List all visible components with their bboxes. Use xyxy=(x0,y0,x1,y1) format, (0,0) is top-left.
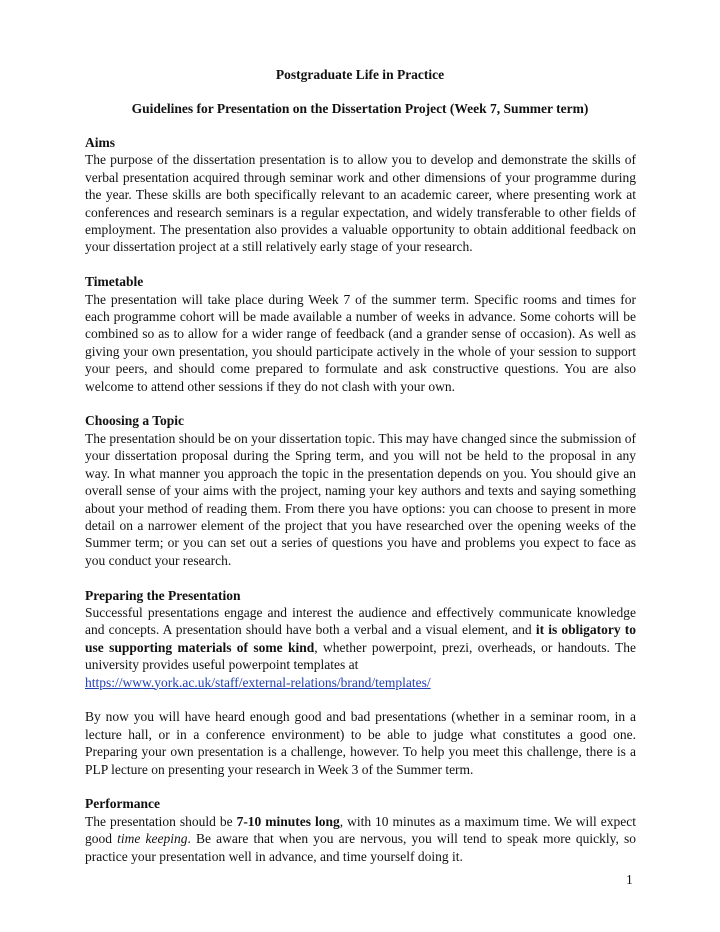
section-heading-aims: Aims xyxy=(85,135,115,150)
section-text-preparing-2: By now you will have heard enough good and bad presentations (whether in a seminar room, in a lecture hall, or in a conference environment) to be able to judge what constitutes a good one. Preparing your own presentation is a challenge, however. To help you meet this challenge, there is a PLP lecture on presenting your research in Week 3 of the Summer term. xyxy=(85,709,636,777)
performance-text-start: The presentation should be xyxy=(85,813,237,829)
section-topic xyxy=(85,412,636,569)
section-heading-topic: Choosing a Topic xyxy=(85,413,185,429)
section-performance xyxy=(85,795,636,865)
performance-italic-text: time keeping xyxy=(117,831,188,847)
performance-text-end: . Be aware that when you are nervous, you will tend to speak more quickly, so practice your presentation well in advance, and time yourself doing it. xyxy=(85,831,636,864)
section-heading-performance: Performance xyxy=(85,796,160,812)
templates-link[interactable]: https://www.york.ac.uk/staff/external-relations/brand/templates/ xyxy=(85,674,431,690)
section-timetable xyxy=(85,273,636,395)
section-text-topic: The presentation should be on your dissertation topic. This may have changed since the submission of your dissertation proposal during the Spring term, and you will not be held to the proposal in any way. In what manner you approach the topic in the presentation depends on you. You should give an overall sense of your aims with the project, naming your key authors and texts and saying something about your method of reading them. From there you have options: you can choose to present in more detail on a narrower element of the project that you have researched over the opening weeks of the Summer term; or you can set out a series of questions you have and problems you expect to face as you conduct your research. xyxy=(85,430,636,568)
preparing-text-after: , whether powerpoint, prezi, overheads, or handouts. The university provides useful powerpoint templates at xyxy=(85,639,636,673)
section-aims xyxy=(85,134,636,256)
performance-text-middle: , with 10 minutes as a maximum time. We will expect good xyxy=(85,813,636,847)
document-body xyxy=(85,134,636,882)
section-text-timetable: The presentation will take place during Week 7 of the summer term. Specific rooms and times for each programme cohort will be made available a number of weeks in advance. Some cohorts will be combined so as to allow for a wider range of feedback (and a grander sense of occasion). As well as giving your own presentation, you should participate actively in the whole of your session to support your peers, and should come prepared to formulate and ask constructive questions. You are also welcome to attend other sessions if they do not clash with your own. xyxy=(85,291,636,394)
section-heading-timetable: Timetable xyxy=(85,274,144,290)
section-text-performance xyxy=(85,813,636,865)
templates-link-line xyxy=(85,674,636,691)
document-subtitle: Guidelines for Presentation on the Dissertation Project (Week 7, Summer term) xyxy=(131,101,589,116)
section-text-aims: The purpose of the dissertation presentation is to allow you to develop and demonstrate the skills of verbal presentation acquired through seminar work and other dimensions of your programme during the year. These skills are both specifically relevant to an academic career, where presenting work at conferences and research seminars is a regular expectation, and widely transferable to other fields of employment. The presentation also provides a valuable opportunity to obtain additional feedback on your dissertation project at a still relatively early stage of your research. xyxy=(85,152,636,255)
document-title: Postgraduate Life in Practice xyxy=(275,67,445,82)
section-heading-preparing: Preparing the Presentation xyxy=(85,587,241,603)
performance-bold-text: 7-10 minutes long xyxy=(236,813,340,829)
page-number: 1 xyxy=(626,872,633,887)
section-preparing xyxy=(85,587,636,778)
preparing-text-before: Successful presentations engage and interest the audience and effectively communicate knowledge and concepts. A presentation should have both a verbal and a visual element, and xyxy=(85,604,636,638)
section-text-preparing xyxy=(85,604,636,674)
preparing-bold-text: it is obligatory to use supporting materials of some kind xyxy=(85,622,636,655)
